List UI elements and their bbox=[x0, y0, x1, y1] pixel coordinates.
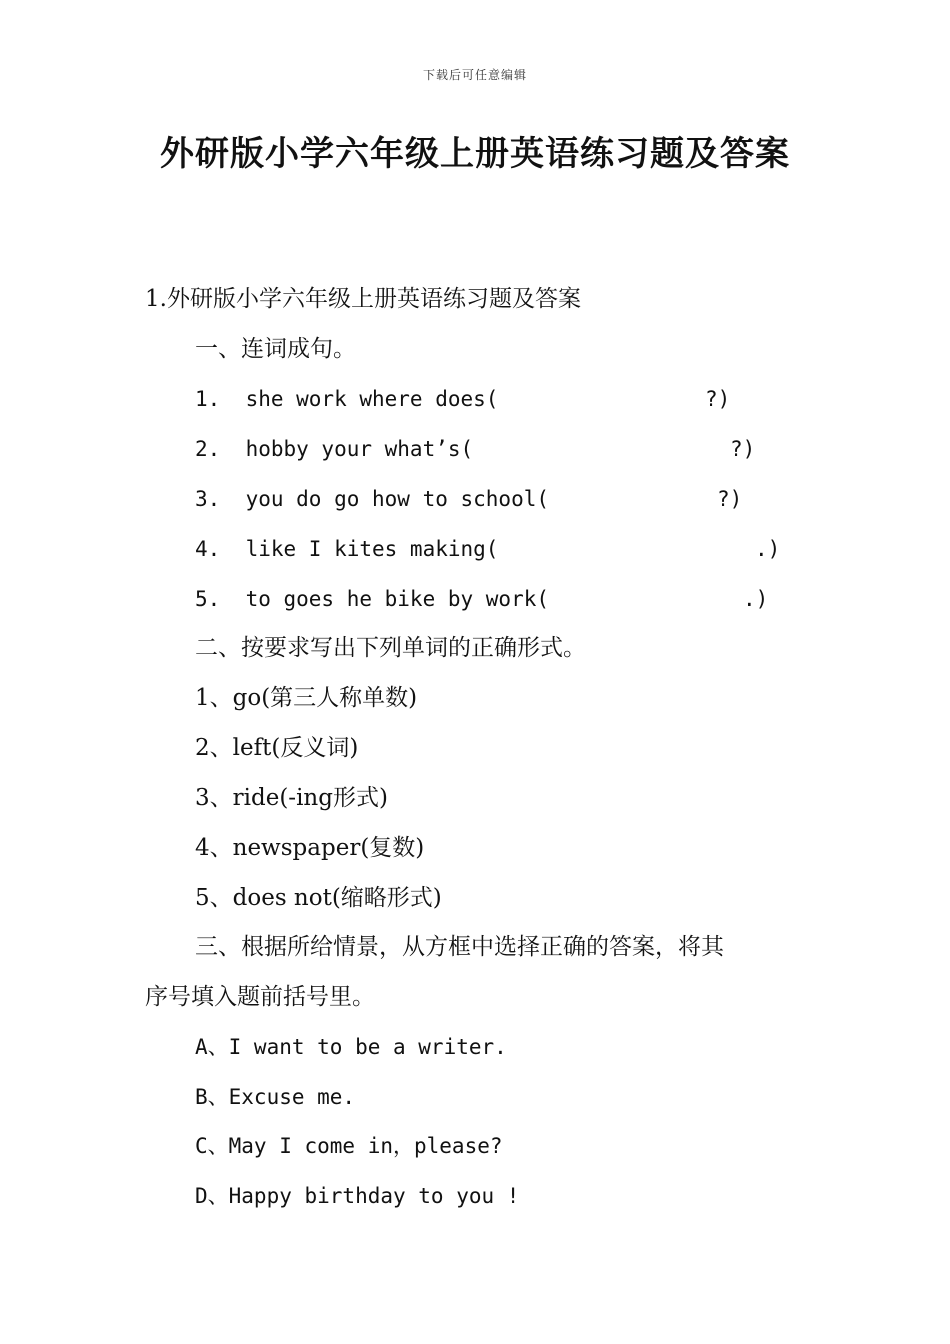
list-item: 5、does not(缩略形式) bbox=[195, 885, 442, 911]
section-3-heading-continued: 序号填入题前括号里。 bbox=[145, 984, 375, 1010]
question-text: 5. to goes he bike by work( bbox=[195, 587, 550, 611]
list-item: 4、newspaper(复数) bbox=[195, 835, 425, 861]
question-row bbox=[195, 484, 815, 514]
list-item: 2、left(反义词) bbox=[195, 735, 359, 761]
list-item: 3、ride(-ing形式) bbox=[195, 785, 388, 811]
section-1-heading: 一、连词成句。 bbox=[195, 336, 356, 362]
question-text: 2. hobby your what’s( bbox=[195, 437, 474, 461]
document-title: 外研版小学六年级上册英语练习题及答案 bbox=[160, 134, 790, 174]
section-2-heading: 二、按要求写出下列单词的正确形式。 bbox=[195, 635, 586, 661]
question-end: .) bbox=[755, 537, 781, 561]
option-item: D、Happy birthday to you ! bbox=[195, 1184, 520, 1208]
question-end: ?) bbox=[717, 487, 743, 511]
section-3-heading: 三、根据所给情景，从方框中选择正确的答案，将其 bbox=[195, 934, 724, 960]
question-end: ?) bbox=[730, 437, 756, 461]
question-text: 3. you do go how to school( bbox=[195, 487, 550, 511]
question-row bbox=[195, 434, 815, 464]
header-note: 下载后可任意编辑 bbox=[422, 68, 527, 82]
question-end: .) bbox=[743, 587, 769, 611]
question-row bbox=[195, 384, 815, 414]
question-text: 4. like I kites making( bbox=[195, 537, 499, 561]
question-text: 1. she work where does( bbox=[195, 387, 499, 411]
question-end: ?) bbox=[705, 387, 731, 411]
question-row bbox=[195, 584, 815, 614]
question-row bbox=[195, 534, 815, 564]
option-item: A、I want to be a writer. bbox=[195, 1035, 507, 1059]
option-item: C、May I come in，please? bbox=[195, 1134, 503, 1158]
list-item: 1、go(第三人称单数) bbox=[195, 685, 418, 711]
intro-line: 1.外研版小学六年级上册英语练习题及答案 bbox=[145, 286, 581, 312]
option-item: B、Excuse me. bbox=[195, 1085, 356, 1109]
